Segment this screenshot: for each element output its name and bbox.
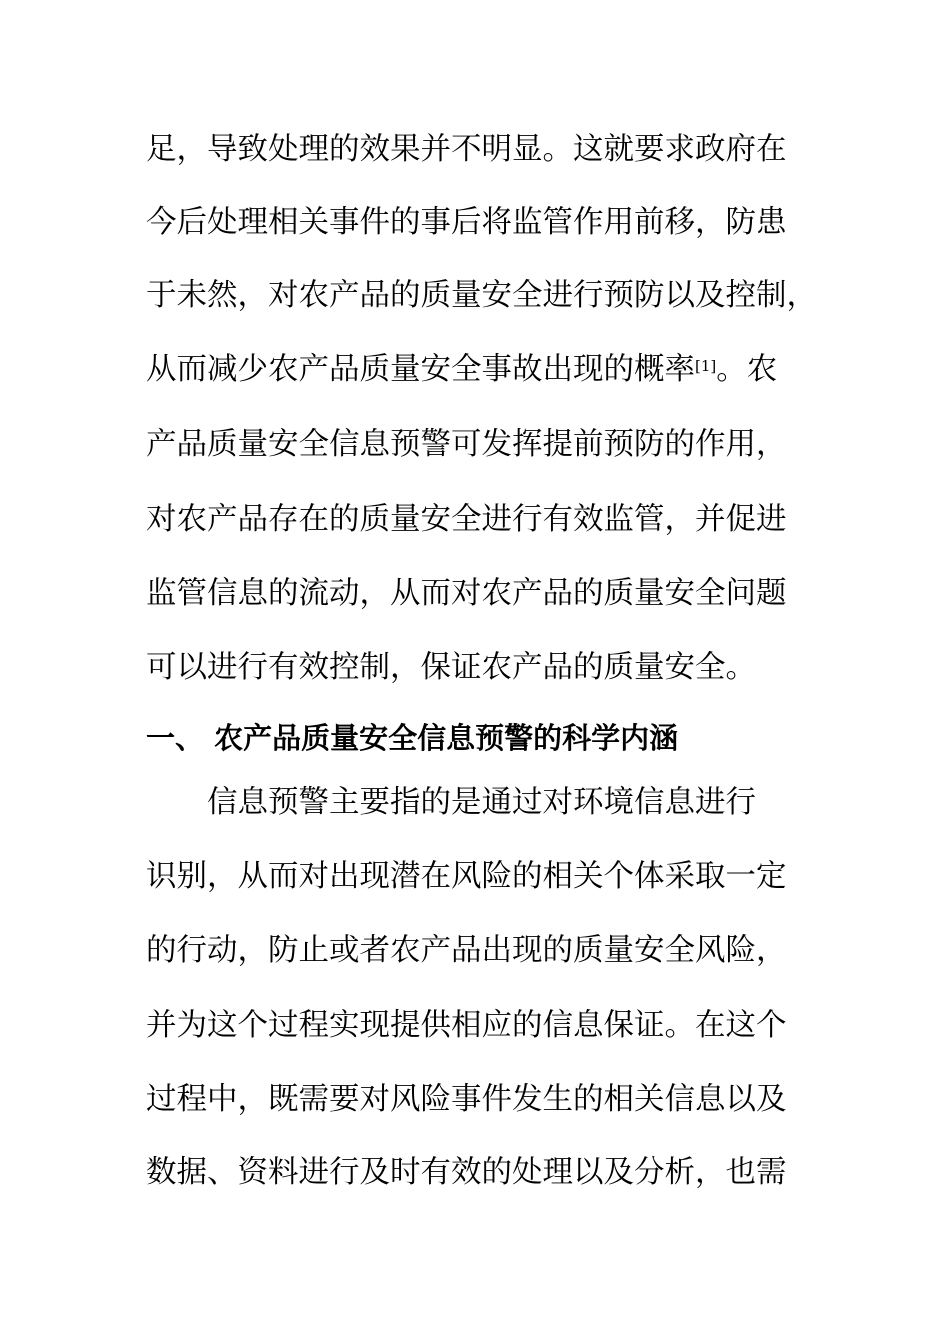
paragraph-line-4-text: 从而减少农产品质量安全事故出现的概率	[146, 352, 695, 387]
section-heading: 一、 农产品质量安全信息预警的科学内涵	[146, 721, 679, 755]
paragraph2-line-5: 过程中，既需要对风险事件发生的相关信息以及	[146, 1082, 787, 1117]
paragraph2-line-1: 信息预警主要指的是通过对环境信息进行	[207, 785, 756, 820]
citation-marker: [1]	[695, 357, 717, 375]
paragraph2-line-6: 数据、资料进行及时有效的处理以及分析，也需	[146, 1155, 787, 1190]
paragraph-line-8: 可以进行有效控制，保证农产品的质量安全。	[146, 650, 756, 685]
paragraph-line-1: 足，导致处理的效果并不明显。这就要求政府在	[146, 132, 787, 167]
paragraph-line-4	[146, 350, 846, 390]
paragraph-line-4-tail: 。农	[716, 352, 778, 387]
paragraph2-line-2: 识别，从而对出现潜在风险的相关个体采取一定	[146, 859, 787, 894]
paragraph2-line-4: 并为这个过程实现提供相应的信息保证。在这个	[146, 1008, 787, 1043]
paragraph-line-7: 监管信息的流动，从而对农产品的质量安全问题	[146, 576, 787, 611]
paragraph-line-5: 产品质量安全信息预警可发挥提前预防的作用，	[146, 427, 787, 462]
paragraph-line-6: 对农产品存在的质量安全进行有效监管，并促进	[146, 502, 787, 537]
paragraph-line-2: 今后处理相关事件的事后将监管作用前移，防患	[146, 205, 787, 240]
paragraph2-line-3: 的行动，防止或者农产品出现的质量安全风险，	[146, 933, 787, 968]
paragraph-line-3: 于未然，对农产品的质量安全进行预防以及控制，	[146, 278, 817, 313]
